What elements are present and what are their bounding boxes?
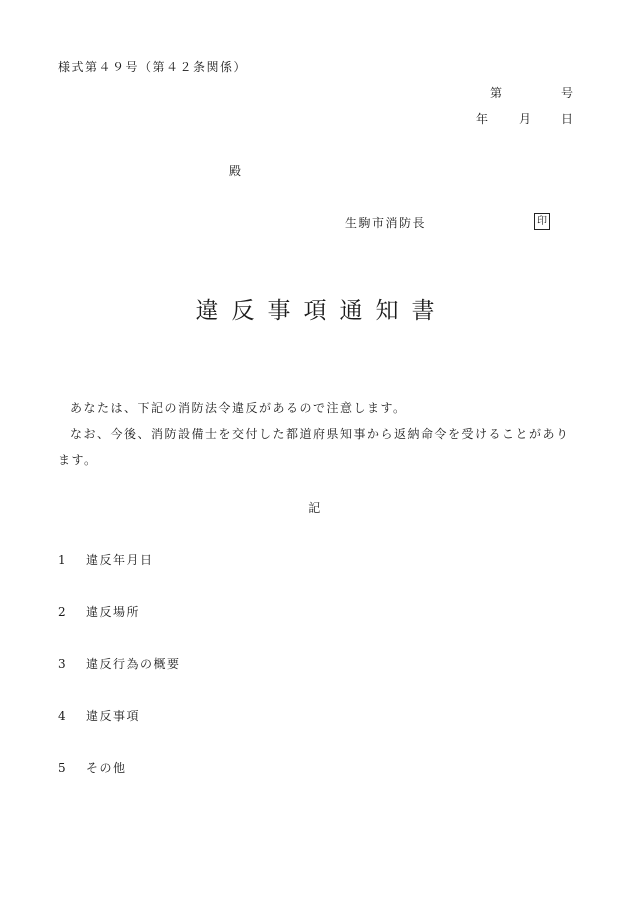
item-number-2: 2 <box>58 605 68 619</box>
item-label-5: その他 <box>86 761 127 775</box>
item-label-4: 違反事項 <box>86 709 141 723</box>
item-number-4: 4 <box>58 709 68 723</box>
date-day: 日 <box>561 112 575 126</box>
item-label-1: 違反年月日 <box>86 553 154 567</box>
document-title: 違反事項通知書 <box>195 298 448 324</box>
body-paragraph-2: なお、今後、消防設備士を交付した都道府県知事から返納命令を受けることがあります。 <box>58 427 570 467</box>
date-month: 月 <box>519 112 533 126</box>
addressee-honorific: 殿 <box>229 164 243 178</box>
item-number-5: 5 <box>58 761 68 775</box>
doc-number-suffix: 号 <box>561 86 575 100</box>
item-number-1: 1 <box>58 553 68 567</box>
issuer-title: 生駒市消防長 <box>345 216 427 230</box>
item-number-3: 3 <box>58 657 68 671</box>
date-year: 年 <box>476 112 490 126</box>
body-text <box>58 395 576 473</box>
item-label-2: 違反場所 <box>86 605 141 619</box>
ki-heading: 記 <box>308 501 322 515</box>
seal-mark: 印 <box>534 213 550 230</box>
form-number: 様式第４９号（第４２条関係） <box>58 60 248 74</box>
doc-number-prefix: 第 <box>490 86 504 100</box>
body-paragraph-1: あなたは、下記の消防法令違反があるので注意します。 <box>70 401 407 415</box>
item-label-3: 違反行為の概要 <box>86 657 181 671</box>
